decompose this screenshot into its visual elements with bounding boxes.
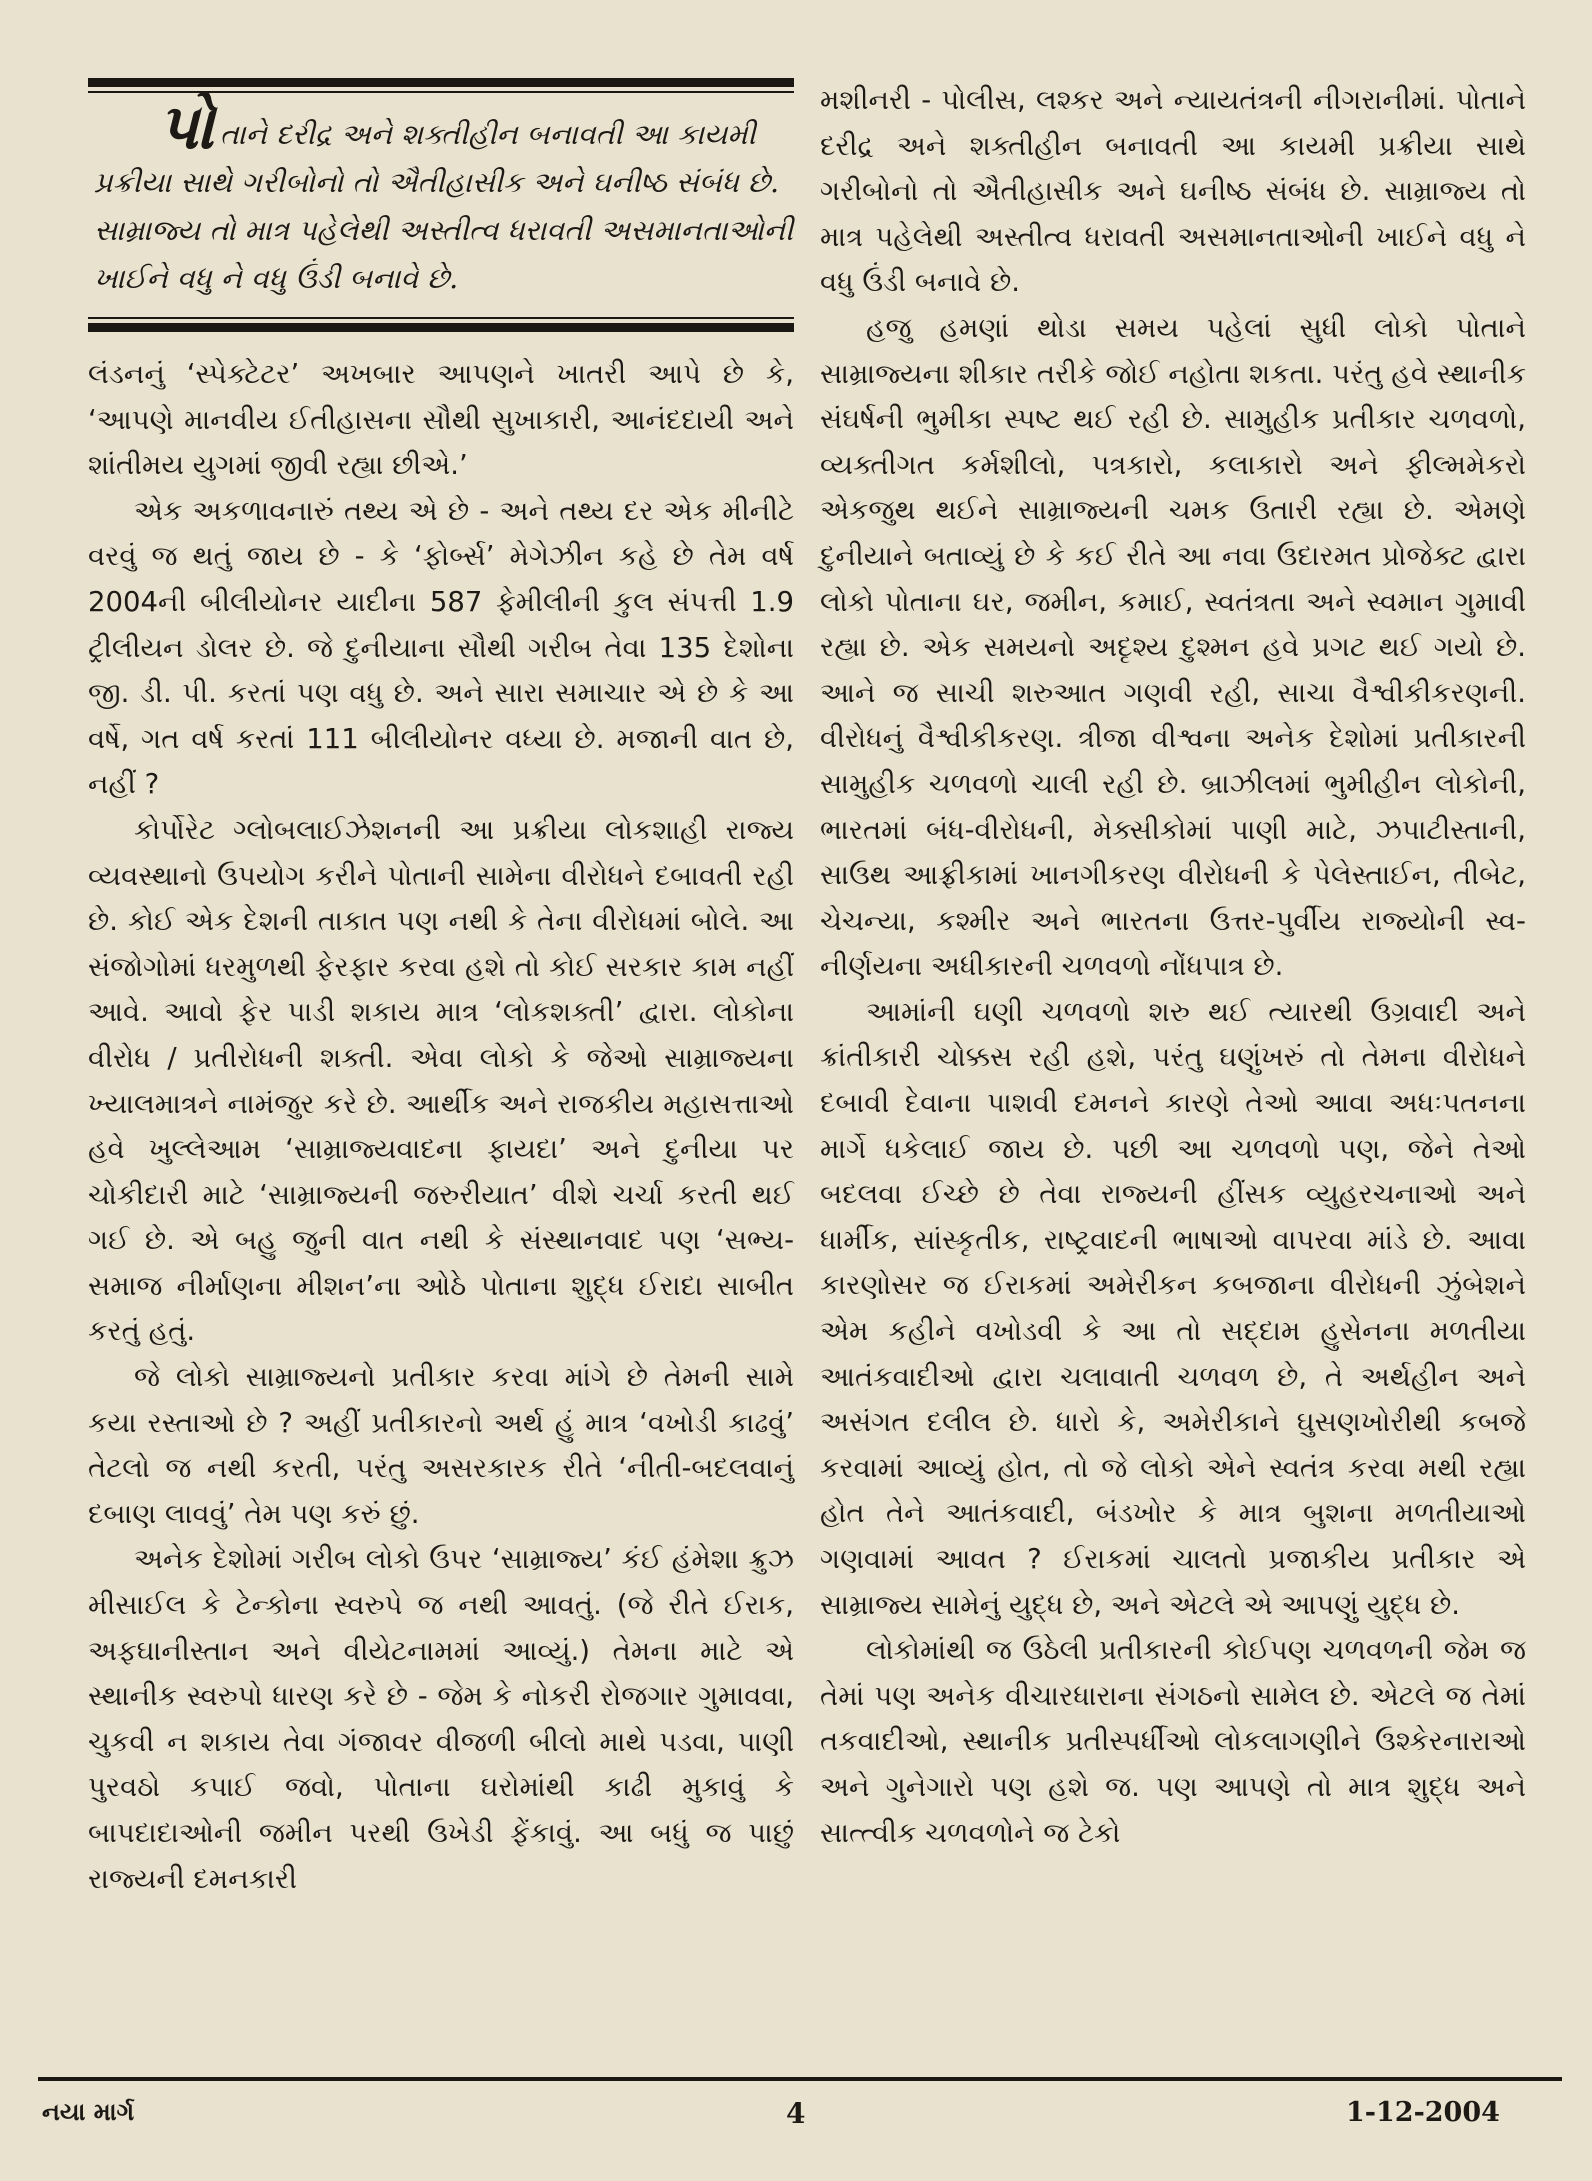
right-article-text [820, 78, 1526, 1856]
paragraph: જે લોકો સામ્રાજ્યનો પ્રતીકાર કરવા માંગે છે તેમની સામે કયા રસ્તાઓ છે ? અહીં પ્રતીકારનો અર્થ હું માત્ર ‘વખોડી કાઢવું’ તેટલો જ નથી કરતી, પરંતુ અસરકારક રીતે ‘નીતી-બદલવાનું દબાણ લાવવું’ તેમ પણ કરું છું. [88, 1361, 794, 1530]
page-number: 4 [786, 2097, 806, 2130]
pullquote-bottom-thin-rule [88, 317, 794, 319]
paragraph: આમાંની ઘણી ચળવળો શરુ થઈ ત્યારથી ઉગ્રવાદી અને ક્રાંતીકારી ચોક્કસ રહી હશે, પરંતુ ઘણુંખરું તો તેમના વીરોધને દબાવી દેવાના પાશવી દમનને કારણે તેઓ આવા અધઃપતનના માર્ગે ધકેલાઈ જાય છે. પછી આ ચળવળો પણ, જેને તેઓ બદલવા ઈચ્છે છે તેવા રાજ્યની હીંસક વ્યુહરચનાઓ અને ધાર્મીક, સાંસ્કૃતીક, રાષ્ટ્રવાદની ભાષાઓ વાપરવા માંડે છે. આવા કારણોસર જ ઈરાકમાં અમેરીકન કબજાના વીરોધની ઝુંબેશને એમ કહીને વખોડવી કે આ તો સદ્દામ હુસેનના મળતીયા આતંકવાદીઓ દ્વારા ચલાવાતી ચળવળ છે, તે અર્થહીન અને અસંગત દલીલ છે. ધારો કે, અમેરીકાને ઘુસણખોરીથી કબજે કરવામાં આવ્યું હોત, તો જે લોકો એને સ્વતંત્ર કરવા મથી રહ્યા હોત તેને આતંકવાદી, બંડખોર કે માત્ર બુશના મળતીયાઓ ગણવામાં આવત ? ઈરાકમાં ચાલતો પ્રજાકીય પ્રતીકાર એ સામ્રાજ્ય સામેનું યુદ્ધ છે, અને એટલે એ આપણું યુદ્ધ છે. [820, 995, 1526, 1621]
publication-name: નયા માર્ગ [42, 2097, 135, 2126]
paragraph: અનેક દેશોમાં ગરીબ લોકો ઉપર ‘સામ્રાજ્ય’ કંઈ હંમેશા ક્રુઝ મીસાઈલ કે ટેન્કોના સ્વરુપે જ નથી આવતું. (જે રીતે ઈરાક, અફઘાનીસ્તાન અને વીયેટનામમાં આવ્યું.) તેમના માટે એ સ્થાનીક સ્વરુપો ધારણ કરે છે - જેમ કે નોકરી રોજગાર ગુમાવવા, ચુકવી ન શકાય તેવા ગંજાવર વીજળી બીલો માથે પડવા, પાણી પુરવઠો કપાઈ જવો, પોતાના ઘરોમાંથી કાઢી મુકાવું કે બાપદાદાઓની જમીન પરથી ઉખેડી ફેંકાવું. આ બધું જ પાછું રાજ્યની દમનકારી [88, 1543, 794, 1895]
pullquote-bottom-rule [88, 323, 794, 332]
issue-date: 1-12-2004 [1346, 2097, 1500, 2128]
right-column [820, 78, 1526, 1856]
footer-rule [38, 2077, 1562, 2081]
pullquote-top-rule [88, 78, 794, 87]
paragraph: લોકોમાંથી જ ઉઠેલી પ્રતીકારની કોઈપણ ચળવળની જેમ જ તેમાં પણ અનેક વીચારધારાના સંગઠનો સામેલ છે. એટલે જ તેમાં તકવાદીઓ, સ્થાનીક પ્રતીસ્પર્ધીઓ લોકલાગણીને ઉશ્કેરનારાઓ અને ગુનેગારો પણ હશે જ. પણ આપણે તો માત્ર શુદ્ધ અને સાત્ત્વીક ચળવળોને જ ટેકો [820, 1634, 1526, 1849]
paragraph: મશીનરી - પોલીસ, લશ્કર અને ન્યાયતંત્રની નીગરાનીમાં. પોતાને દરીદ્ર અને શક્તીહીન બનાવતી આ કાયમી પ્રક્રીયા સાથે ગરીબોનો તો ઐતીહાસીક અને ઘનીષ્ઠ સંબંધ છે. સામ્રાજ્ય તો માત્ર પહેલેથી અસ્તીત્વ ધરાવતી અસમાનતાઓની ખાઈને વધુ ને વધુ ઉંડી બનાવે છે. [820, 84, 1526, 299]
paragraph: લંડનનું ‘સ્પેક્ટેટર’ અખબાર આપણને ખાતરી આપે છે કે, ‘આપણે માનવીય ઈતીહાસના સૌથી સુખાકારી, આનંદદાયી અને શાંતીમય યુગમાં જીવી રહ્યા છીએ.’ [88, 358, 794, 482]
left-article-text [88, 352, 794, 1902]
pullquote-dropcap: પો [158, 90, 214, 163]
paragraph: કોર્પોરેટ ગ્લોબલાઈઝેશનની આ પ્રક્રીયા લોકશાહી રાજ્ય વ્યવસ્થાનો ઉપયોગ કરીને પોતાની સામેના વીરોધને દબાવતી રહી છે. કોઈ એક દેશની તાકાત પણ નથી કે તેના વીરોધમાં બોલે. આ સંજોગોમાં ધરમુળથી ફેરફાર કરવા હશે તો કોઈ સરકાર કામ નહીં આવે. આવો ફેર પાડી શકાય માત્ર ‘લોકશક્તી’ દ્વારા. લોકોના વીરોધ / પ્રતીરોધની શક્તી. એવા લોકો કે જેઓ સામ્રાજ્યના ખ્યાલમાત્રને નામંજુર કરે છે. આર્થીક અને રાજકીય મહાસત્તાઓ હવે ખુલ્લેઆમ ‘સામ્રાજ્યવાદના ફાયદા’ અને દુનીયા પર ચોકીદારી માટે ‘સામ્રાજ્યની જરુરીયાત’ વીશે ચર્ચા કરતી થઈ ગઈ છે. એ બહુ જુની વાત નથી કે સંસ્થાનવાદ પણ ‘સભ્ય- સમાજ નીર્માણના મીશન’ના ઓઠે પોતાના શુદ્ધ ઈરાદા સાબીત કરતું હતું. [88, 813, 794, 1348]
paragraph: હજુ હમણાં થોડા સમય પહેલાં સુધી લોકો પોતાને સામ્રાજ્યના શીકાર તરીકે જોઈ નહોતા શકતા. પરંતુ હવે સ્થાનીક સંઘર્ષની ભુમીકા સ્પષ્ટ થઈ રહી છે. સામુહીક પ્રતીકાર ચળવળો, વ્યક્તીગત કર્મશીલો, પત્રકારો, કલાકારો અને ફીલ્મમેકરો એકજુથ થઈને સામ્રાજ્યની ચમક ઉતારી રહ્યા છે. એમણે દુનીયાને બતાવ્યું છે કે કઈ રીતે આ નવા ઉદારમત પ્રોજેક્ટ દ્વારા લોકો પોતાના ઘર, જમીન, કમાઈ, સ્વતંત્રતા અને સ્વમાન ગુમાવી રહ્યા છે. એક સમયનો અદૃશ્ય દુશ્મન હવે પ્રગટ થઈ ગયો છે. આને જ સાચી શરુઆત ગણવી રહી, સાચા વૈશ્વીકીકરણની. વીરોધનું વૈશ્વીકીકરણ. ત્રીજા વીશ્વના અનેક દેશોમાં પ્રતીકારની સામુહીક ચળવળો ચાલી રહી છે. બ્રાઝીલમાં ભુમીહીન લોકોની, ભારતમાં બંધ-વીરોધની, મેક્સીકોમાં પાણી માટે, ઝપાટીસ્તાની, સાઉથ આફ્રીકામાં ખાનગીકરણ વીરોધની કે પેલેસ્તાઈન, તીબેટ, ચેચન્યા, કશ્મીર અને ભારતના ઉત્તર-પુર્વીય રાજ્યોની સ્વ-નીર્ણયના અધીકારની ચળવળો નોંધપાત્ર છે. [820, 311, 1526, 983]
pullquote [88, 90, 794, 317]
pullquote-text: તાને દરીદ્ર અને શક્તીહીન બનાવતી આ કાયમી પ્રક્રીયા સાથે ગરીબોનો તો ઐતીહાસીક અને ઘનીષ્ઠ સંબંધ છે. સામ્રાજ્ય તો માત્ર પહેલેથી અસ્તીત્વ ધરાવતી અસમાનતાઓની ખાઈને વધુ ને વધુ ઉંડી બનાવે છે. [94, 118, 794, 295]
left-column [88, 78, 794, 1902]
paragraph: એક અકળાવનારું તથ્ય એ છે - અને તથ્ય દર એક મીનીટે વરવું જ થતું જાય છે - કે ‘ફોર્બ્સ’ મેગેઝીન કહે છે તેમ વર્ષ 2004ની બીલીયોનર યાદીના 587 ફેમીલીની કુલ સંપત્તી 1.9 ટ્રીલીયન ડોલર છે. જે દુનીયાના સૌથી ગરીબ તેવા 135 દેશોના જી. ડી. પી. કરતાં પણ વધુ છે. અને સારા સમાચાર એ છે કે આ વર્ષે, ગત વર્ષ કરતાં 111 બીલીયોનર વધ્યા છે. મજાની વાત છે, નહીં ? [88, 494, 794, 801]
